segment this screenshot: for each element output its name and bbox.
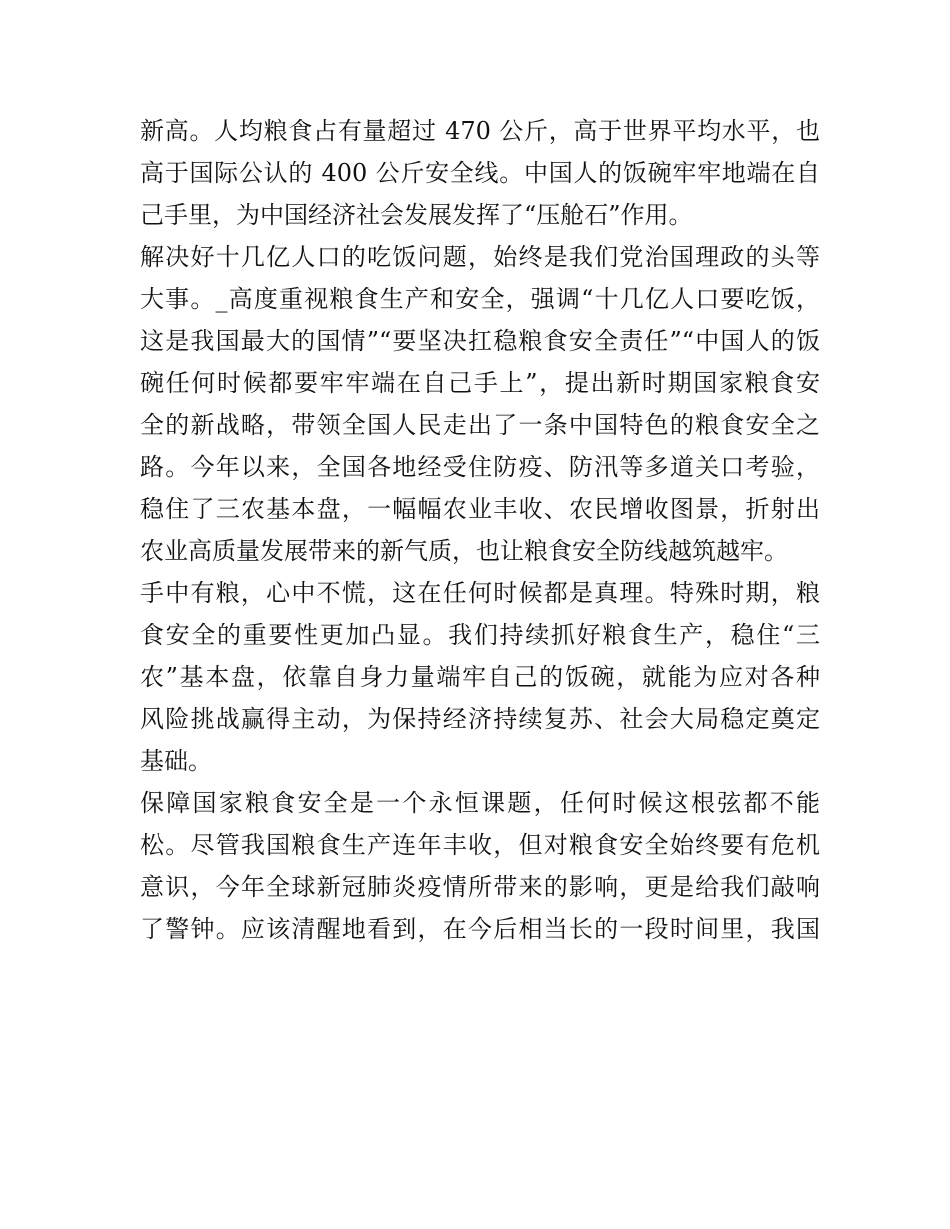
text-line: 稳住了三农基本盘，一幅幅农业丰收、农民增收图景，折射出 <box>140 495 820 523</box>
body-text <box>140 110 820 950</box>
text-line: 路。今年以来，全国各地经受住防疫、防汛等多道关口考验， <box>140 453 820 481</box>
text-line: 碗任何时候都要牢牢端在自己手上”，提出新时期国家粮食安 <box>140 369 820 397</box>
text-line: 大事。_高度重视粮食生产和安全，强调“十几亿人口要吃饭， <box>140 285 820 313</box>
text-line: 农”基本盘，依靠自身力量端牢自己的饭碗，就能为应对各种 <box>140 663 820 691</box>
text-line: 己手里，为中国经济社会发展发挥了“压舱石”作用。 <box>140 201 693 229</box>
text-line: 这是我国最大的国情”“要坚决扛稳粮食安全责任”“中国人的饭 <box>140 327 820 355</box>
text-line: 高于国际公认的 400 公斤安全线。中国人的饭碗牢牢地端在自 <box>140 159 820 187</box>
text-line: 了警钟。应该清醒地看到，在今后相当长的一段时间里，我国 <box>140 915 820 943</box>
text-line: 新高。人均粮食占有量超过 470 公斤，高于世界平均水平，也 <box>140 117 820 145</box>
text-line: 农业高质量发展带来的新气质，也让粮食安全防线越筑越牢。 <box>140 537 788 565</box>
text-line: 松。尽管我国粮食生产连年丰收，但对粮食安全始终要有危机 <box>140 831 820 859</box>
text-line: 风险挑战赢得主动，为保持经济持续复苏、社会大局稳定奠定 <box>140 705 820 733</box>
text-line: 食安全的重要性更加凸显。我们持续抓好粮食生产，稳住“三 <box>140 621 820 649</box>
text-line: 全的新战略，带领全国人民走出了一条中国特色的粮食安全之 <box>140 411 820 439</box>
text-line: 意识，今年全球新冠肺炎疫情所带来的影响，更是给我们敲响 <box>140 873 820 901</box>
text-line: 基础。 <box>140 747 212 775</box>
text-line: 解决好十几亿人口的吃饭问题，始终是我们党治国理政的头等 <box>140 243 820 271</box>
text-line: 保障国家粮食安全是一个永恒课题，任何时候这根弦都不能 <box>140 789 820 817</box>
text-line: 手中有粮，心中不慌，这在任何时候都是真理。特殊时期，粮 <box>140 579 820 607</box>
